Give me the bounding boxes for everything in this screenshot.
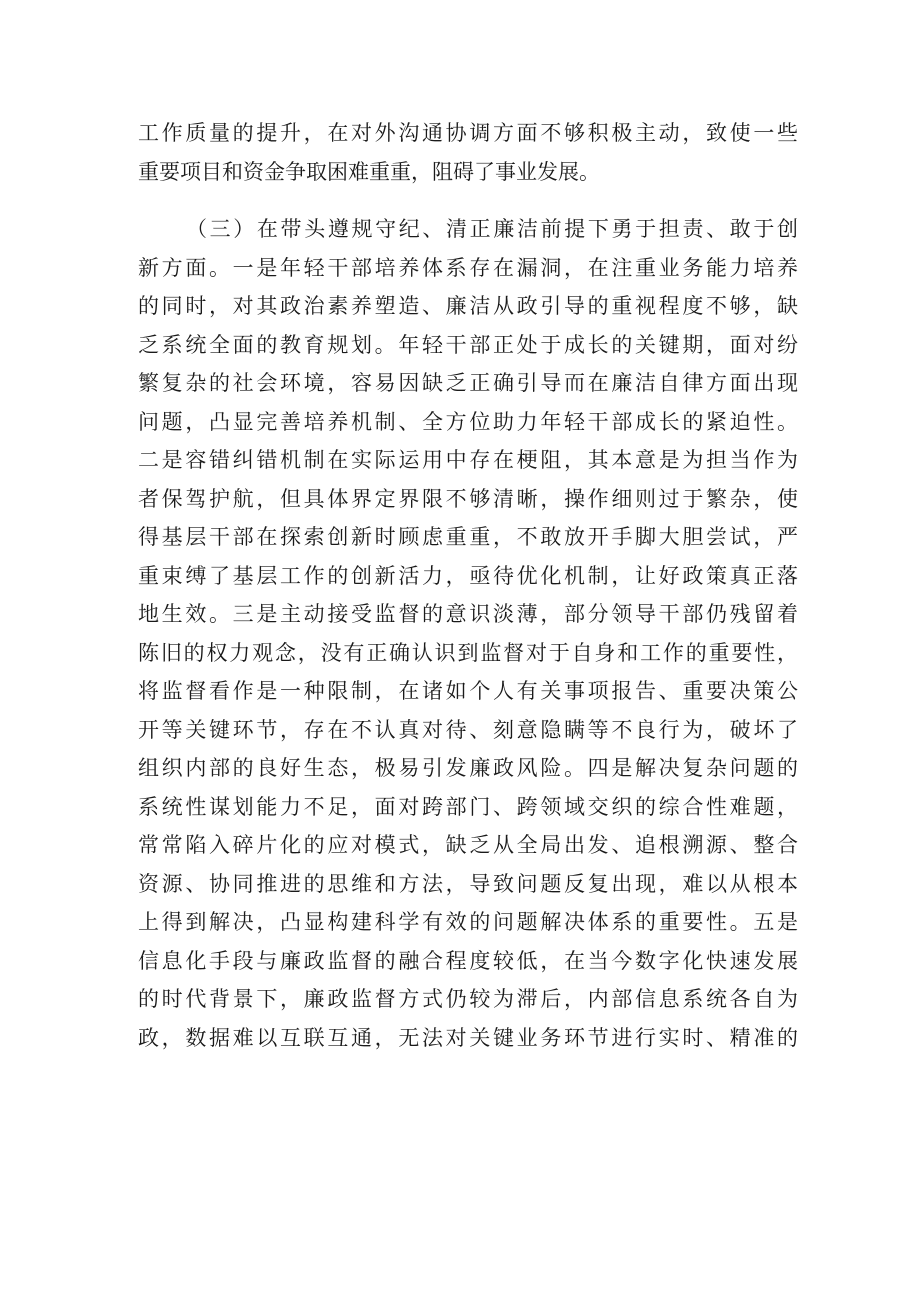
- text-line: 二是容错纠错机制在实际运用中存在梗阻，其本意是为担当作为: [138, 448, 798, 472]
- text-line: 乏系统全面的教育规划。年轻干部正处于成长的关键期，面对纷: [138, 332, 798, 357]
- text-line: [138, 1057, 798, 1096]
- text-line: 繁复杂的社会环境，容易因缺乏正确引导而在廉洁自律方面出现: [138, 371, 798, 395]
- text-line: 的同时，对其政治素养塑造、廉洁从政引导的重视程度不够，缺: [138, 294, 798, 318]
- text-line: 工作质量的提升，在对外沟通协调方面不够积极主动，致使一些: [138, 121, 798, 145]
- text-line: 陈旧的权力观念，没有正确认识到监督对于自身和工作的重要性，: [138, 640, 798, 665]
- paragraph-section-three: [138, 210, 798, 1096]
- text-line: 开等关键环节，存在不认真对待、刻意隐瞒等不良行为，破坏了: [138, 717, 798, 742]
- text-line: 的时代背景下，廉政监督方式仍较为滞后，内部信息系统各自为: [138, 987, 798, 1011]
- text-line: 政，数据难以互联互通，无法对关键业务环节进行实时、精准的: [138, 1025, 798, 1050]
- text-line: 问题，凸显完善培养机制、全方位助力年轻干部成长的紧迫性。: [138, 409, 798, 434]
- text-line: 常常陷入碎片化的应对模式，缺乏从全局出发、追根溯源、整合: [138, 833, 798, 857]
- text-line: 组织内部的良好生态，极易引发廉政风险。四是解决复杂问题的: [138, 756, 798, 780]
- text-line: 信息化手段与廉政监督的融合程度较低，在当今数字化快速发展: [138, 948, 798, 973]
- text-line: 重要项目和资金争取困难重重，阻碍了事业发展。: [138, 159, 600, 184]
- text-line: 得基层干部在探索创新时顾虑重重，不敢放开手脚大胆尝试，严: [138, 525, 798, 549]
- text-line: 上得到解决，凸显构建科学有效的问题解决体系的重要性。五是: [138, 910, 798, 934]
- text-line: （三）在带头遵规守纪、清正廉洁前提下勇于担责、敢于创: [186, 217, 798, 241]
- text-line: 重束缚了基层工作的创新活力，亟待优化机制，让好政策真正落: [138, 563, 798, 588]
- paragraph-continuation: [138, 114, 798, 191]
- text-line: 资源、协同推进的思维和方法，导致问题反复出现，难以从根本: [138, 871, 798, 896]
- text-line: 系统性谋划能力不足，面对跨部门、跨领域交织的综合性难题，: [138, 794, 798, 819]
- text-line: 将监督看作是一种限制，在诸如个人有关事项报告、重要决策公: [138, 679, 798, 703]
- text-line: 地生效。三是主动接受监督的意识淡薄，部分领导干部仍残留着: [138, 602, 798, 626]
- text-line: 者保驾护航，但具体界定界限不够清晰，操作细则过于繁杂，使: [138, 486, 798, 511]
- text-line: 新方面。一是年轻干部培养体系存在漏洞，在注重业务能力培养: [138, 255, 798, 280]
